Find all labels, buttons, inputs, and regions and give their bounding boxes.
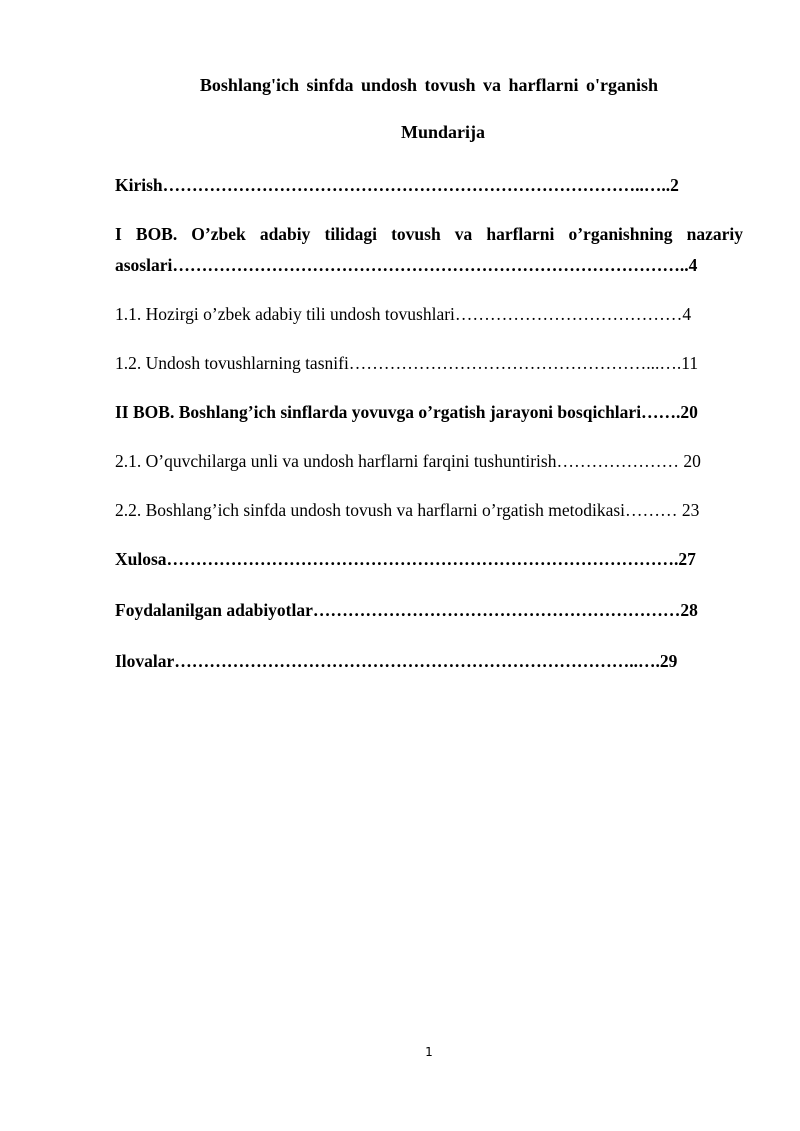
document-title: Boshlang'ich sinfda undosh tovush va harflarni o'rganish [199, 75, 659, 95]
toc-entry-section-2-1: 2.1. O’quvchilarga unli va undosh harflarni farqini tushuntirish………………… 20 [115, 451, 701, 471]
toc-entry-section-2-2: 2.2. Boshlang’ich sinfda undosh tovush va harflarni o’rgatish metodikasi……… 23 [115, 500, 700, 520]
toc-entry-kirish: Kirish………………………………………………………………………..…..2 [115, 175, 679, 195]
toc-heading: Mundarija [400, 122, 485, 142]
toc-entry-xulosa: Xulosa…………………………………………………………………………….27 [115, 549, 696, 569]
toc-entry-chapter-1: I BOB. O’zbek adabiy tilidagi tovush va harflarni o’rganishning nazariy asoslari……………………………………………………………………………..4 [115, 224, 743, 275]
toc-entry-section-1-1: 1.1. Hozirgi o’zbek adabiy tili undosh tovushlari…………………………………4 [115, 304, 692, 324]
toc-entry-section-1-2: 1.2. Undosh tovushlarning tasnifi……………………………………………...….11 [115, 353, 699, 373]
page-number: 1 [425, 1045, 433, 1059]
toc-entry-appendices: Ilovalar……………………………………………………………………..….29 [115, 651, 678, 671]
toc-entry-chapter-2: II BOB. Boshlang’ich sinflarda yovuvga o’rgatish jarayoni bosqichlari…….20 [115, 402, 698, 422]
table-of-contents [115, 170, 743, 677]
toc-entry-references: Foydalanilgan adabiyotlar………………………………………………………28 [115, 600, 698, 620]
